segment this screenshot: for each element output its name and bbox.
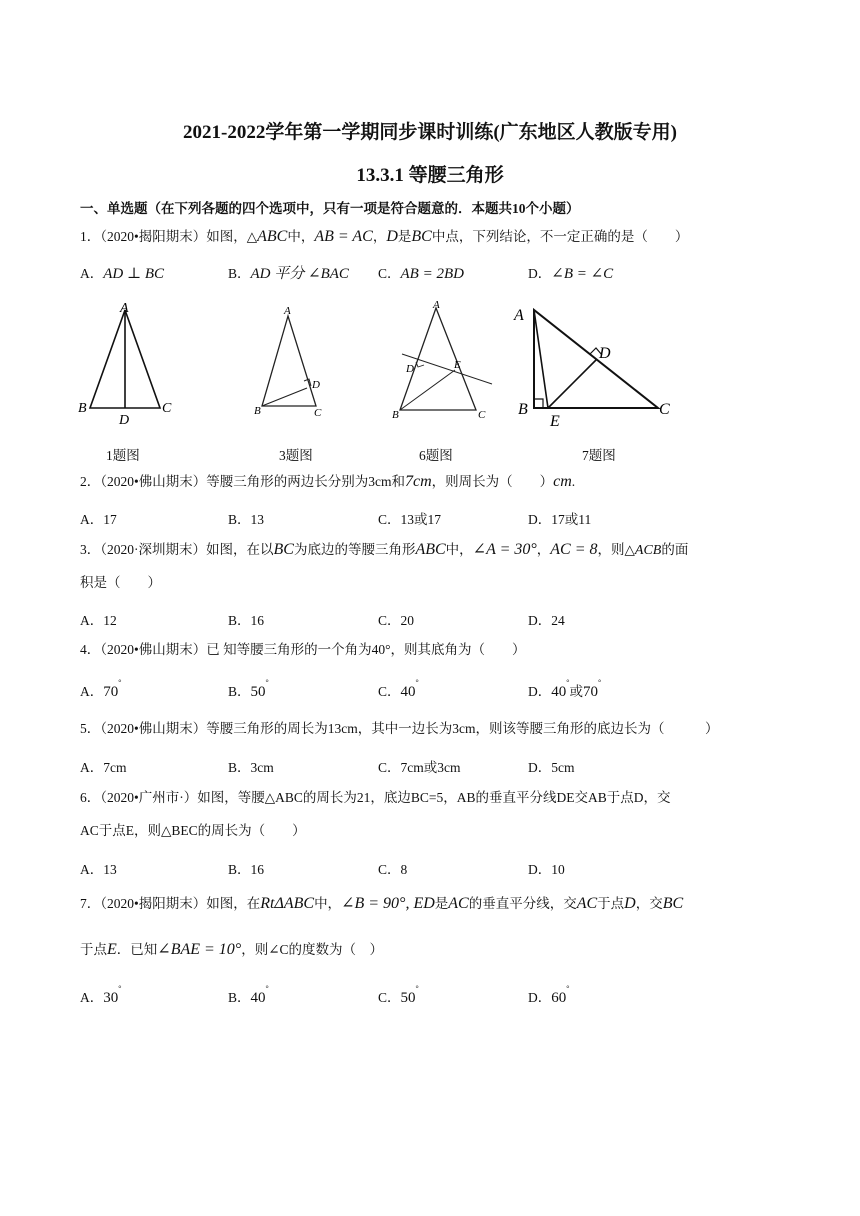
figure-3 xyxy=(248,300,328,425)
option-b: B．16 xyxy=(228,613,265,628)
fig6-label-e: E xyxy=(454,359,461,371)
fig3-label-b: B xyxy=(254,405,261,417)
question-4: 4．（2020•佛山期末）已 知等腰三角形的一个角为40°，则其底角为（ ） xyxy=(80,642,526,657)
question-6-line-2: AC于点E，则△BEC的周长为（ ） xyxy=(80,823,306,838)
question-6-line-1: 6．（2020•广州市·）如图，等腰△ABC的周长为21，底边BC=5，AB的垂直平分线DE交AB于点D，交 xyxy=(80,790,671,805)
fig6-label-b: B xyxy=(392,409,399,421)
option-d: D．40°或70° xyxy=(528,678,602,700)
page-subtitle: 13.3.1 等腰三角形 xyxy=(356,165,504,186)
fig1-label-a: A xyxy=(120,301,129,316)
fig1-label-b: B xyxy=(78,401,87,416)
option-a: A．12 xyxy=(80,613,117,628)
fig7-label-b: B xyxy=(518,401,528,418)
option-d: D．60° xyxy=(528,984,570,1006)
fig3-label-a: A xyxy=(284,305,291,317)
option-b: B．3cm xyxy=(228,760,274,775)
fig6-label-a: A xyxy=(433,299,440,311)
caption-fig-1: 1题图 xyxy=(106,448,140,463)
option-d: D．24 xyxy=(528,613,565,628)
option-c: C．7cm或3cm xyxy=(378,760,461,775)
option-d: D．17或11 xyxy=(528,512,592,527)
question-7-line-1: 7．（2020•揭阳期末）如图，在RtΔABC中，∠B = 90°, ED是AC的垂直平分线，交AC于点D，交BC xyxy=(80,895,684,912)
question-3-line-1: 3．（2020·深圳期末）如图，在以BC为底边的等腰三角形ABC中，∠A = 30°，AC = 8，则△ACB的面 xyxy=(80,541,689,558)
option-a: A．17 xyxy=(80,512,117,527)
figure-7 xyxy=(510,298,675,430)
fig7-label-e: E xyxy=(550,413,560,430)
option-b: B．13 xyxy=(228,512,265,527)
fig1-label-c: C xyxy=(162,401,172,416)
fig6-label-d: D xyxy=(406,363,414,375)
option-b: B．AD 平分 ∠BAC xyxy=(228,266,349,282)
option-d: D．5cm xyxy=(528,760,575,775)
option-c: C．50° xyxy=(378,984,419,1006)
option-d: D．10 xyxy=(528,862,565,877)
fig3-label-c: C xyxy=(314,407,322,419)
option-c: C．AB = 2BD xyxy=(378,266,464,282)
fig1-label-d: D xyxy=(119,413,130,428)
question-2: 2．（2020•佛山期末）等腰三角形的两边长分别为3cm和7cm，则周长为（ ）cm. xyxy=(80,473,576,490)
figure-6 xyxy=(392,298,497,423)
option-c: C．40° xyxy=(378,678,419,700)
caption-fig-7: 7题图 xyxy=(582,448,616,463)
option-a: A．13 xyxy=(80,862,117,877)
question-7-line-2: 于点E．已知∠BAE = 10°，则∠C的度数为（ ） xyxy=(80,941,384,958)
option-a: A．70° xyxy=(80,678,122,700)
option-b: B．16 xyxy=(228,862,265,877)
option-a: A．30° xyxy=(80,984,122,1006)
option-b: B．40° xyxy=(228,984,269,1006)
fig7-label-c: C xyxy=(659,401,670,418)
option-a: A．7cm xyxy=(80,760,127,775)
page-title: 2021-2022学年第一学期同步课时训练(广东地区人教版专用) xyxy=(183,122,677,143)
figure-1 xyxy=(78,300,183,430)
question-5: 5．（2020•佛山期末）等腰三角形的周长为13cm，其中一边长为3cm，则该等腰三角形的底边长为（ ） xyxy=(80,721,719,736)
section-heading: 一、单选题（在下列各题的四个选项中，只有一项是符合题意的．本题共10个小题） xyxy=(80,201,580,216)
option-b: B．50° xyxy=(228,678,269,700)
caption-fig-3: 3题图 xyxy=(279,448,313,463)
option-c: C．8 xyxy=(378,862,408,877)
option-c: C．13或17 xyxy=(378,512,442,527)
option-c: C．20 xyxy=(378,613,415,628)
option-a: A．AD ⊥ BC xyxy=(80,266,165,282)
fig3-label-d: D xyxy=(312,379,320,391)
option-d: D．∠B = ∠C xyxy=(528,266,614,282)
caption-fig-6: 6题图 xyxy=(419,448,453,463)
fig6-label-c: C xyxy=(478,409,486,421)
fig7-label-d: D xyxy=(599,345,611,362)
question-3-line-2: 积是（ ） xyxy=(80,575,161,590)
fig7-label-a: A xyxy=(514,307,524,324)
question-1: 1．（2020•揭阳期末）如图，△ABC中，AB = AC，D是BC中点，下列结论，不一定正确的是（ ） xyxy=(80,228,689,245)
